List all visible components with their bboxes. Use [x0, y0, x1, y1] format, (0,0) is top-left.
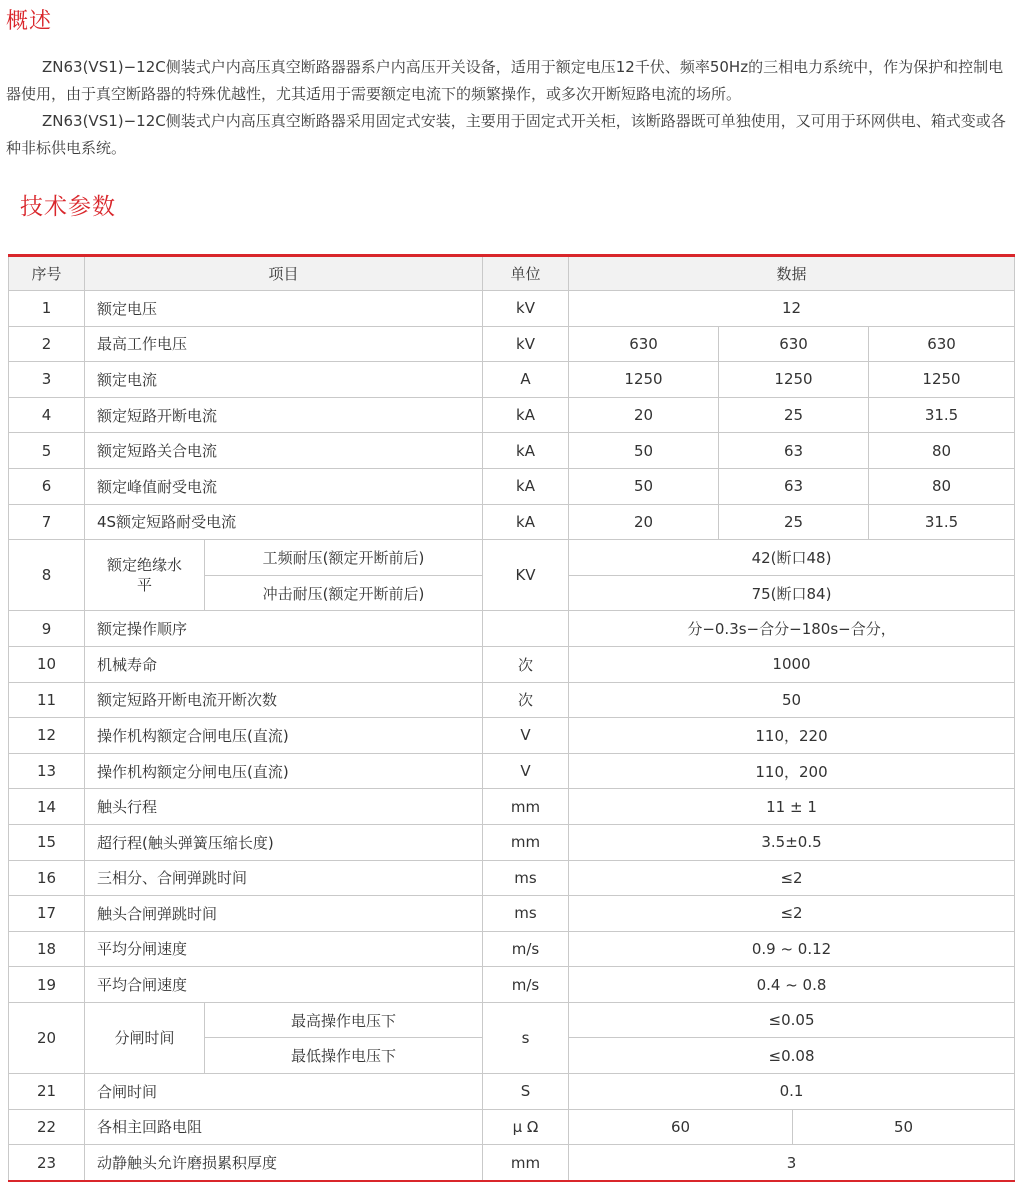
overview-paragraph-2: ZN63(VS1)−12C侧装式户内高压真空断路器采用固定式安装，主要用于固定式开关柜，该断路器既可单独使用，又可用于环网供电、箱式变或各种非标供电系统。	[6, 112, 1006, 157]
table-header-row	[9, 256, 1015, 291]
row-subitem-2: 最低操作电压下	[205, 1038, 483, 1074]
row-unit: A	[483, 362, 569, 398]
row-value-sub-2: ≤0.08	[569, 1038, 1015, 1074]
row-value-3: 31.5	[869, 397, 1015, 433]
row-value-1: 20	[569, 397, 719, 433]
table-row	[9, 326, 1015, 362]
table-row	[9, 753, 1015, 789]
table-row	[9, 397, 1015, 433]
row-value-2: 630	[719, 326, 869, 362]
table-row	[9, 468, 1015, 504]
row-no: 1	[9, 291, 85, 327]
table-row	[9, 682, 1015, 718]
row-item: 操作机构额定合闸电压(直流)	[85, 718, 483, 754]
row-value-2: 63	[719, 468, 869, 504]
row-unit: ms	[483, 860, 569, 896]
row-subitem-2: 冲击耐压(额定开断前后)	[205, 575, 483, 611]
row-unit: V	[483, 718, 569, 754]
row-item: 分闸时间	[85, 1002, 205, 1073]
table-row	[9, 1145, 1015, 1181]
header-no: 序号	[9, 256, 85, 291]
row-item: 动静触头允许磨损累积厚度	[85, 1145, 483, 1181]
row-no: 16	[9, 860, 85, 896]
row-value: 11 ± 1	[569, 789, 1015, 825]
row-unit: mm	[483, 1145, 569, 1181]
table-row	[9, 860, 1015, 896]
row-unit: V	[483, 753, 569, 789]
row-item: 触头行程	[85, 789, 483, 825]
row-value-1: 1250	[569, 362, 719, 398]
row-unit: m/s	[483, 967, 569, 1003]
row-no: 19	[9, 967, 85, 1003]
row-no: 11	[9, 682, 85, 718]
table-row	[9, 1109, 1015, 1145]
row-value: 110，200	[569, 753, 1015, 789]
overview-paragraph-1: ZN63(VS1)−12C侧装式户内高压真空断路器器系户内高压开关设备，适用于额定电压12千伏、频率50Hz的三相电力系统中，作为保护和控制电器使用，由于真空断路器的特殊优越性，尤其适用于需要额定电流下的频繁操作，或多次开断短路电流的场所。	[6, 58, 1004, 103]
table-row	[9, 611, 1015, 647]
row-value-2: 1250	[719, 362, 869, 398]
row-item: 额定短路关合电流	[85, 433, 483, 469]
row-unit	[483, 611, 569, 647]
table-row	[9, 291, 1015, 327]
row-value-2: 63	[719, 433, 869, 469]
table-row	[9, 540, 1015, 576]
row-no: 8	[9, 540, 85, 611]
row-no: 10	[9, 646, 85, 682]
row-value-3: 31.5	[869, 504, 1015, 540]
row-value: 50	[569, 682, 1015, 718]
row-unit: kA	[483, 504, 569, 540]
row-no: 4	[9, 397, 85, 433]
row-item: 4S额定短路耐受电流	[85, 504, 483, 540]
row-unit: m/s	[483, 931, 569, 967]
row-value: 1000	[569, 646, 1015, 682]
row-value: 0.1	[569, 1074, 1015, 1110]
row-item: 额定短路开断电流	[85, 397, 483, 433]
row-unit: KV	[483, 540, 569, 611]
row-no: 7	[9, 504, 85, 540]
row-value-1: 50	[569, 433, 719, 469]
row-value-sub-1: ≤0.05	[569, 1002, 1015, 1038]
row-unit: S	[483, 1074, 569, 1110]
row-no: 13	[9, 753, 85, 789]
row-unit: kA	[483, 468, 569, 504]
row-unit: 次	[483, 646, 569, 682]
row-no: 14	[9, 789, 85, 825]
row-item: 机械寿命	[85, 646, 483, 682]
spec-table	[8, 254, 1015, 1182]
row-no: 5	[9, 433, 85, 469]
row-item: 额定峰值耐受电流	[85, 468, 483, 504]
row-value-2: 25	[719, 397, 869, 433]
row-no: 9	[9, 611, 85, 647]
row-item: 各相主回路电阻	[85, 1109, 483, 1145]
table-row	[9, 433, 1015, 469]
row-value-1: 60	[569, 1109, 793, 1145]
row-item: 平均合闸速度	[85, 967, 483, 1003]
row-subitem-1: 工频耐压(额定开断前后)	[205, 540, 483, 576]
row-item: 额定电流	[85, 362, 483, 398]
table-row	[9, 789, 1015, 825]
table-row	[9, 896, 1015, 932]
row-unit: ms	[483, 896, 569, 932]
row-subitem-1: 最高操作电压下	[205, 1002, 483, 1038]
row-item: 三相分、合闸弹跳时间	[85, 860, 483, 896]
row-no: 21	[9, 1074, 85, 1110]
row-value: 3	[569, 1145, 1015, 1181]
row-value-3: 630	[869, 326, 1015, 362]
header-data: 数据	[569, 256, 1015, 291]
row-no: 12	[9, 718, 85, 754]
row-item: 触头合闸弹跳时间	[85, 896, 483, 932]
row-item: 超行程(触头弹簧压缩长度)	[85, 824, 483, 860]
row-value: 分−0.3s−合分−180s−合分，	[569, 611, 1015, 647]
row-value: 12	[569, 291, 1015, 327]
row-no: 23	[9, 1145, 85, 1181]
row-unit: μ Ω	[483, 1109, 569, 1145]
row-value-sub-2: 75(断口84)	[569, 575, 1015, 611]
row-value-3: 80	[869, 433, 1015, 469]
row-value-2: 50	[793, 1109, 1015, 1145]
table-row	[9, 504, 1015, 540]
row-item: 合闸时间	[85, 1074, 483, 1110]
row-value-1: 50	[569, 468, 719, 504]
row-value: 0.4 ~ 0.8	[569, 967, 1015, 1003]
row-unit: kA	[483, 433, 569, 469]
row-no: 3	[9, 362, 85, 398]
overview-title: 概述	[6, 9, 53, 34]
row-item: 平均分闸速度	[85, 931, 483, 967]
table-row	[9, 824, 1015, 860]
row-item: 额定操作顺序	[85, 611, 483, 647]
row-value-sub-1: 42(断口48)	[569, 540, 1015, 576]
table-row	[9, 362, 1015, 398]
row-no: 15	[9, 824, 85, 860]
row-no: 22	[9, 1109, 85, 1145]
header-item: 项目	[85, 256, 483, 291]
row-value: 0.9 ~ 0.12	[569, 931, 1015, 967]
params-title: 技术参数	[20, 194, 116, 220]
row-value-3: 80	[869, 468, 1015, 504]
table-row	[9, 967, 1015, 1003]
row-value: ≤2	[569, 896, 1015, 932]
table-row	[9, 1002, 1015, 1038]
row-unit: kA	[483, 397, 569, 433]
row-unit: s	[483, 1002, 569, 1073]
row-unit: 次	[483, 682, 569, 718]
header-unit: 单位	[483, 256, 569, 291]
row-value-2: 25	[719, 504, 869, 540]
row-item: 额定电压	[85, 291, 483, 327]
row-no: 17	[9, 896, 85, 932]
row-item: 最高工作电压	[85, 326, 483, 362]
row-item: 额定短路开断电流开断次数	[85, 682, 483, 718]
row-value-1: 630	[569, 326, 719, 362]
row-value: 3.5±0.5	[569, 824, 1015, 860]
row-no: 18	[9, 931, 85, 967]
overview-text	[6, 54, 1014, 162]
table-row	[9, 646, 1015, 682]
table-row	[9, 931, 1015, 967]
row-value-1: 20	[569, 504, 719, 540]
table-row	[9, 1074, 1015, 1110]
table-row	[9, 718, 1015, 754]
row-unit: kV	[483, 291, 569, 327]
row-item: 操作机构额定分闸电压(直流)	[85, 753, 483, 789]
row-unit: kV	[483, 326, 569, 362]
row-no: 2	[9, 326, 85, 362]
row-value-3: 1250	[869, 362, 1015, 398]
row-value: 110，220	[569, 718, 1015, 754]
row-unit: mm	[483, 824, 569, 860]
row-no: 20	[9, 1002, 85, 1073]
row-unit: mm	[483, 789, 569, 825]
row-item: 额定绝缘水平	[85, 540, 205, 611]
row-no: 6	[9, 468, 85, 504]
row-value: ≤2	[569, 860, 1015, 896]
